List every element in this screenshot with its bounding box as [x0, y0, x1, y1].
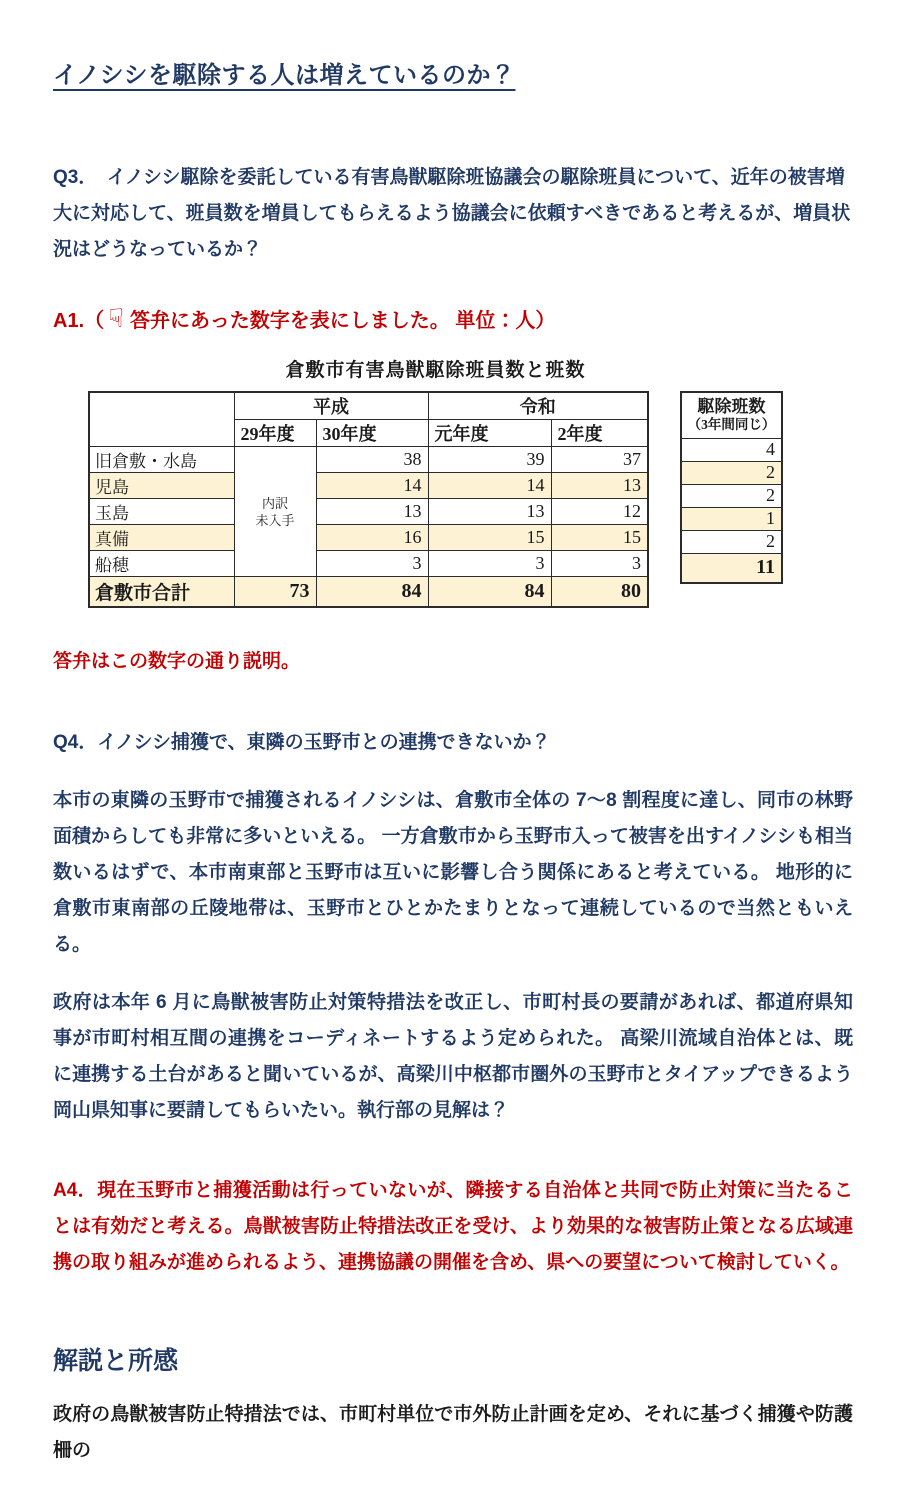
- total-h29: 73: [234, 577, 316, 607]
- members-r2: 3: [551, 551, 648, 577]
- table-row-tamashima: [89, 499, 648, 525]
- total-r2: 80: [551, 577, 648, 607]
- members-h30: 14: [316, 473, 428, 499]
- district-label: 真備: [89, 525, 234, 551]
- squad-count: 4: [681, 438, 782, 461]
- squad-count: 2: [681, 530, 782, 553]
- tables-row: [88, 391, 783, 608]
- blank-corner-cell: [89, 392, 234, 447]
- squad-count: 2: [681, 484, 782, 507]
- district-label: 玉島: [89, 499, 234, 525]
- q4-question: Q4．イノシシ捕獲で、東隣の玉野市との連携できないか？: [53, 731, 551, 753]
- squad-row: [681, 530, 782, 553]
- members-r1: 3: [428, 551, 551, 577]
- members-h30: 38: [316, 447, 428, 473]
- year-header-r2: 2年度: [551, 420, 648, 447]
- paragraph-commentary: 政府の鳥獣被害防止特措法では、市町村単位で市外防止計画を定め、それに基づく捕獲や防護柵の: [53, 1403, 853, 1461]
- squad-members-table: [88, 391, 649, 608]
- squad-header-row: [681, 392, 782, 438]
- paragraph-special-law: 政府は本年 6 月に鳥獣被害防止対策特措法を改正し、市町村長の要請があれば、都道府県知事が市町村相互間の連携をコーディネートするよう定められた。 高梁川流域自治体とは、既に連携する土台があると聞いているが、高梁川中枢都市圏外の玉野市とタイアップできるよう岡山県知事に要請してもらいたい。執行部の見解は？: [53, 991, 853, 1121]
- members-r2: 12: [551, 499, 648, 525]
- members-h30: 13: [316, 499, 428, 525]
- squad-row: [681, 438, 782, 461]
- section-heading: 解説と所感: [53, 1346, 179, 1375]
- members-r1: 14: [428, 473, 551, 499]
- table-row-funao: [89, 551, 648, 577]
- note-not-obtained-cell: 内訳 未入手: [234, 447, 316, 577]
- year-header-h30: 30年度: [316, 420, 428, 447]
- members-r1: 39: [428, 447, 551, 473]
- era-header-row: [89, 392, 648, 420]
- paragraph-tamano-relation: 本市の東隣の玉野市で捕獲されるイノシシは、倉敷市全体の 7～8 割程度に達し、同市の林野面積からしても非常に多いといえる。 一方倉敷市から玉野市入って被害を出すイノシシも相当数いるはずで、本市南東部と玉野市は互いに影響し合う関係にあると考えている。 地形的に倉敷市東南部の丘陵地帯は、玉野市とひとかたまりとなって連続しているので当然ともいえる。: [53, 789, 853, 955]
- a1-answer-line: [53, 304, 853, 333]
- answer-note: 答弁はこの数字の通り説明。: [53, 650, 301, 672]
- era-heisei-header: 平成: [234, 392, 428, 420]
- page-title: イノシシを駆除する人は増えているのか？: [53, 62, 516, 89]
- a4-answer: A4．現在玉野市と捕獲活動は行っていないが、隣接する自治体と共同で防止対策に当たることは有効だと考える。鳥獣被害防止特措法改正を受け、より効果的な被害防止策となる広域連携の取り組みが進められるよう、連携協議の開催を含め、県への要望について検討していく。: [53, 1179, 853, 1273]
- a1-text: 答弁にあった数字を表にしました。 単位：人）: [129, 310, 556, 332]
- squad-row: [681, 461, 782, 484]
- squad-total-row: [681, 553, 782, 583]
- district-label: 船穂: [89, 551, 234, 577]
- members-r1: 13: [428, 499, 551, 525]
- pointing-down-hand-icon: ☟: [108, 303, 124, 334]
- members-h30: 3: [316, 551, 428, 577]
- squad-count-header: 駆除班数 （3年間同じ）: [681, 392, 782, 438]
- total-h30: 84: [316, 577, 428, 607]
- members-h30: 16: [316, 525, 428, 551]
- squad-count-table: [680, 391, 783, 584]
- table-row-kojima: [89, 473, 648, 499]
- era-reiwa-header: 令和: [428, 392, 648, 420]
- district-label: 旧倉敷・水島: [89, 447, 234, 473]
- squad-total: 11: [681, 553, 782, 583]
- a1-prefix: A1.（: [53, 310, 105, 332]
- squad-row: [681, 484, 782, 507]
- total-r1: 84: [428, 577, 551, 607]
- members-r2: 15: [551, 525, 648, 551]
- members-r2: 37: [551, 447, 648, 473]
- squad-count: 1: [681, 507, 782, 530]
- year-header-r1: 元年度: [428, 420, 551, 447]
- table-row-kurashiki-mizushima: [89, 447, 648, 473]
- table-title: 倉敷市有害鳥獣駆除班員数と班数: [285, 360, 586, 381]
- table-row-total: [89, 577, 648, 607]
- district-label: 児島: [89, 473, 234, 499]
- members-r2: 13: [551, 473, 648, 499]
- table-row-mabi: [89, 525, 648, 551]
- year-header-h29: 29年度: [234, 420, 316, 447]
- total-label: 倉敷市合計: [89, 577, 234, 607]
- q3-question: Q3． イノシシ駆除を委託している有害鳥獣駆除班協議会の駆除班員について、近年の被害増大に対応して、班員数を増員してもらえるよう協議会に依頼すべきであると考えるが、増員状況はどうなっているか？: [53, 167, 851, 260]
- squad-count: 2: [681, 461, 782, 484]
- table-section: [88, 355, 783, 608]
- members-r1: 15: [428, 525, 551, 551]
- squad-row: [681, 507, 782, 530]
